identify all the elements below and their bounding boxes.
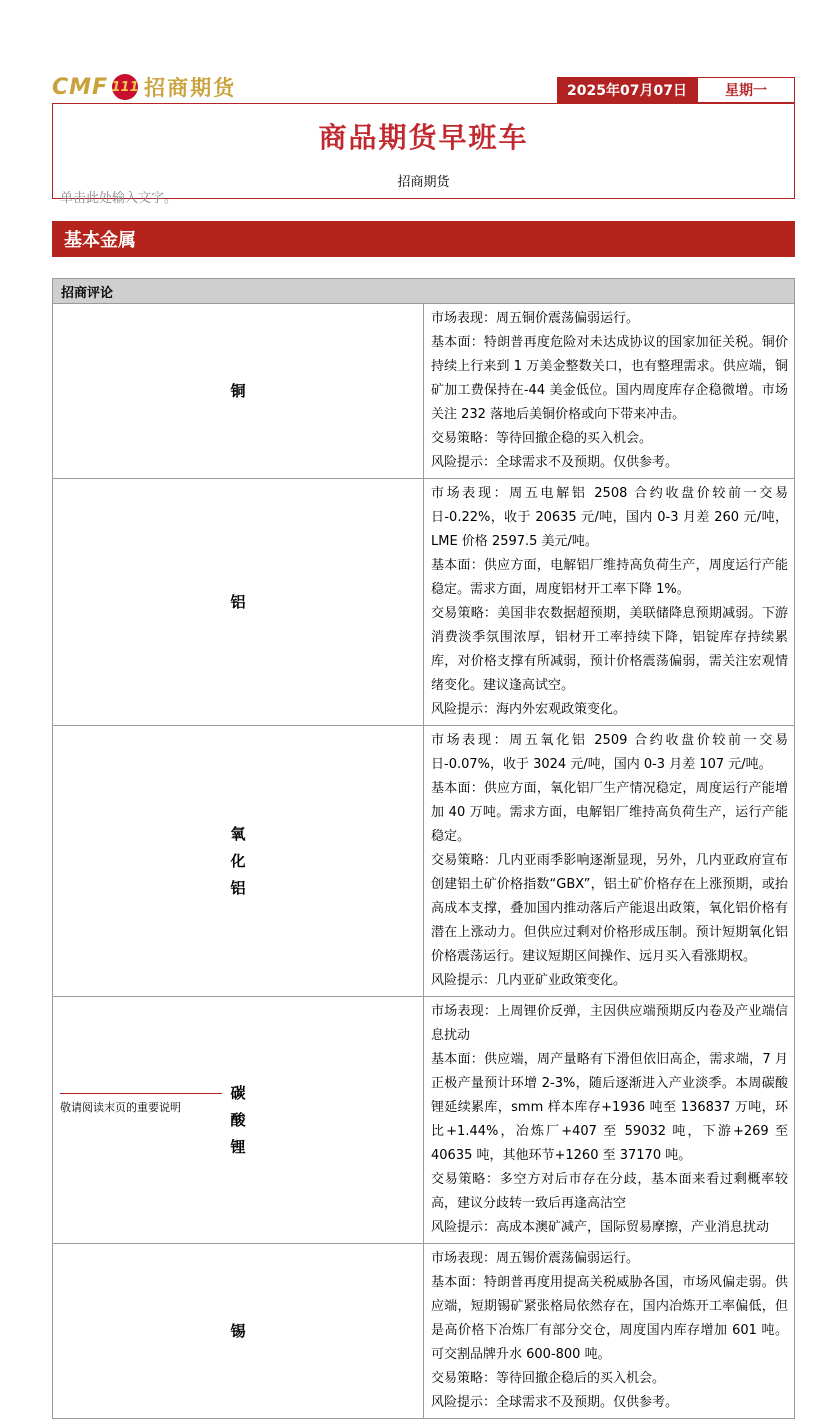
logo-emblem-icon: 111 [112,74,138,100]
report-date: 2025年07月07日 [557,77,697,103]
table-header-row [53,279,795,304]
content-line: 基本面：供应方面，电解铝厂维持高负荷生产，周度运行产能稳定。需求方面，周度铝材开工率下降 1%。 [431,558,788,597]
content-line: 基本面：供应方面，氧化铝厂生产情况稳定，周度运行产能增加 40 万吨。需求方面，电解铝厂维持高负荷生产，运行产能稳定。 [431,781,788,844]
content-line: 市场表现：周五电解铝 2508 合约收盘价较前一交易日-0.22%，收于 20635 元/吨，国内 0-3 月差 260 元/吨，LME 价格 2597.5 美元/吨。 [431,486,788,549]
content-line: 交易策略：几内亚雨季影响逐渐显现，另外，几内亚政府宣布创建铝土矿价格指数“GBX”，铝土矿价格存在上涨预期，或抬高成本支撑，叠加国内推动落后产能退出政策，氧化铝价格有潜在上涨动力。但供应过剩对价格形成压制。预计短期氧化铝价格震荡运行。建议短期区间操作、远月买入看涨期权。 [431,853,788,964]
table-row [53,304,795,479]
table-row [53,726,795,997]
content-line: 市场表现：周五氧化铝 2509 合约收盘价较前一交易日-0.07%，收于 3024 元/吨，国内 0-3 月差 107 元/吨。 [431,733,788,772]
row-label [53,726,424,997]
content-line: 市场表现：周五锡价震荡偏弱运行。 [431,1251,640,1266]
content-line: 交易策略：美国非农数据超预期，美联储降息预期减弱。下游消费淡季氛围浓厚，铝材开工率持续下降，铝锭库存持续累库，对价格支撑有所减弱，预计价格震荡偏弱，需关注宏观情绪变化。建议逢高试空。 [431,606,788,693]
content-line: 基本面：特朗普再度用提高关税威胁各国，市场风偏走弱。供应端，短期锡矿紧张格局依然存在，国内冶炼开工率偏低，但是高价格下冶炼厂有部分交仓，周度国内库存增加 601 吨。可交割品牌升水 600-800 吨。 [431,1275,788,1362]
row-content [424,304,795,479]
text-placeholder[interactable]: 单击此处输入文字。 [60,191,178,206]
page-subtitle: 招商期货 [397,175,450,190]
row-label [53,997,424,1244]
row-content [424,1244,795,1419]
table-row [53,1244,795,1419]
row-label-text: 氧化铝 [230,824,246,897]
content-line: 风险提示：全球需求不及预期。仅供参考。 [431,455,679,470]
table-row [53,997,795,1244]
report-weekday: 星期一 [697,77,795,103]
page-title: 商品期货早班车 [318,121,529,154]
content-line: 基本面：供应端，周产量略有下滑但依旧高企，需求端，7 月正极产量预计环增 2-3%，随后逐渐进入产业淡季。本周碳酸锂延续累库，smm 样本库存+1936 吨至 136837 万吨，环比+1.44%，冶炼厂+407 至 59032 吨，下游+269 至 40635 吨，其他环节+1260 至 37170 吨。 [431,1052,788,1163]
row-label-text: 碳酸锂 [230,1083,246,1156]
footer-note: 敬请阅读末页的重要说明 [60,1101,181,1114]
footer-divider [60,1093,222,1094]
content-line: 风险提示：海内外宏观政策变化。 [431,702,627,717]
row-content [424,997,795,1244]
content-line: 交易策略：等待回撤企稳的买入机会。 [431,431,653,446]
content-line: 风险提示：几内亚矿业政策变化。 [431,973,627,988]
commentary-table [52,278,795,1419]
row-label: 铝 [53,479,424,726]
logo-company-name: 招商期货 [144,76,237,100]
table-row [53,479,795,726]
content-line: 交易策略：等待回撤企稳后的买入机会。 [431,1371,666,1386]
content-line: 基本面：特朗普再度危险对未达成协议的国家加征关税。铜价持续上行来到 1 万美金整数关口，也有整理需求。供应端，铜矿加工费保持在-44 美金低位。国内周度库存企稳微增。市场关注 232 落地后美铜价格或向下带来冲击。 [431,335,788,422]
content-line: 市场表现：周五铜价震荡偏弱运行。 [431,311,640,326]
section-title: 基本金属 [64,230,136,251]
content-line: 交易策略：多空方对后市存在分歧，基本面来看过剩概率较高，建议分歧转一致后再逢高沽空 [431,1172,788,1211]
section-heading [52,221,795,257]
row-label: 锡 [53,1244,424,1419]
logo-cmf-text: CMF [52,74,109,100]
row-content [424,726,795,997]
row-label: 铜 [53,304,424,479]
table-header: 招商评论 [53,279,795,304]
content-line: 市场表现：上周锂价反弹，主因供应端预期反内卷及产业端信息扰动 [431,1004,788,1043]
company-logo [52,70,236,104]
row-content [424,479,795,726]
content-line: 风险提示：全球需求不及预期。仅供参考。 [431,1395,679,1410]
content-line: 风险提示：高成本澳矿减产，国际贸易摩擦，产业消息扰动 [431,1220,770,1235]
